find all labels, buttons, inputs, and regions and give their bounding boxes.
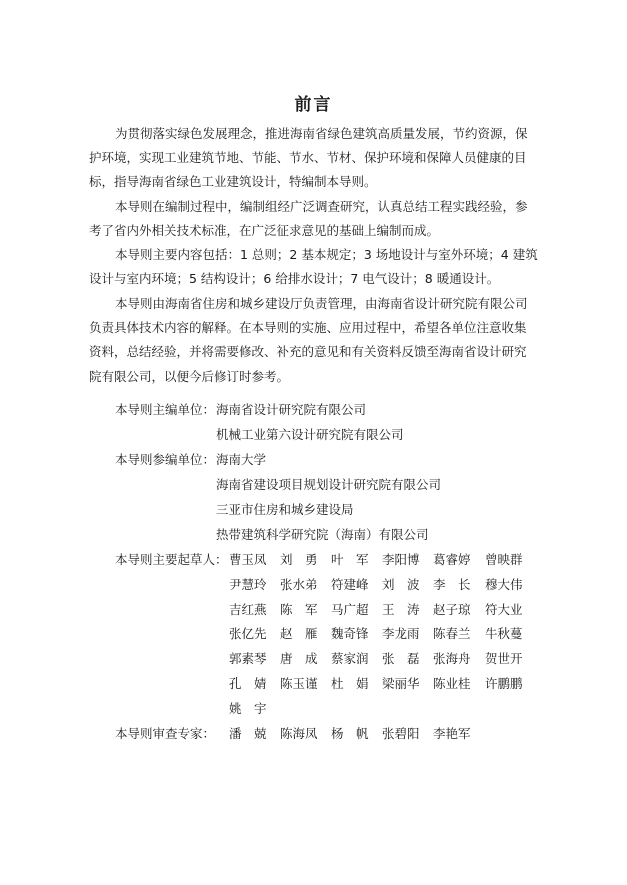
reviewer-name: 潘 兢 [229, 726, 267, 741]
paragraph-line: 院有限公司，以便今后修订时参考。 [89, 368, 290, 384]
drafter-name: 陈 军 [280, 601, 318, 617]
drafter-name: 杜 娟 [331, 676, 369, 691]
reviewers-label: 本导则审查专家： [115, 726, 216, 741]
drafter-name: 陈玉谨 [280, 676, 318, 691]
drafter-name: 马广超 [331, 601, 369, 617]
paragraph-process [89, 195, 533, 243]
drafter-name: 唐 成 [280, 651, 318, 667]
reviewer-name: 张碧阳 [382, 726, 420, 741]
paragraph-contents [89, 243, 538, 291]
participating-unit: 热带建筑科学研究院（海南）有限公司 [216, 527, 429, 542]
paragraph-line: 负责具体技术内容的解释。在本导则的实施、应用过程中，希望各单位注意收集 [89, 320, 527, 336]
drafter-name: 赵子琼 [433, 601, 471, 617]
drafter-name: 魏奇锋 [331, 626, 369, 642]
drafter-name: 符建峰 [331, 576, 369, 592]
drafter-name: 赵 雁 [280, 626, 318, 642]
paragraph-line: 设计与室内环境；5 结构设计；6 给排水设计；7 电气设计；8 暖通设计。 [89, 271, 500, 287]
drafter-name: 蔡家润 [331, 651, 369, 667]
drafter-name: 陈业桂 [433, 676, 471, 691]
drafter-name: 曾映群 [485, 552, 523, 567]
drafter-name: 叶 军 [331, 552, 369, 567]
participating-unit: 海南大学 [216, 452, 267, 467]
drafter-name: 曹玉凤 [229, 552, 267, 567]
paragraph-line: 考了省内外相关技术标准，在广泛征求意见的基础上编制而成。 [89, 223, 440, 239]
drafter-name: 李阳博 [382, 552, 420, 567]
paragraph-line: 资料，总结经验，并将需要修改、补充的意见和有关资料反馈至海南省设计研究 [89, 344, 527, 360]
drafter-name: 梁丽华 [382, 676, 420, 691]
drafter-name: 尹慧玲 [229, 576, 267, 592]
paragraph-line: 为贯彻落实绿色发展理念，推进海南省绿色建筑高质量发展，节约资源，保 [115, 126, 528, 141]
drafters-label: 本导则主要起草人： [115, 552, 228, 567]
reviewer-name: 李艳军 [433, 726, 471, 741]
drafter-name: 吉红燕 [229, 601, 267, 617]
drafter-name: 王 涛 [382, 601, 420, 617]
chief-unit: 机械工业第六设计研究院有限公司 [216, 427, 404, 442]
paragraph-line: 本导则主要内容包括：1 总则；2 基本规定；3 场地设计与室外环境；4 建筑 [115, 247, 538, 262]
drafter-name: 郭素琴 [229, 651, 267, 667]
paragraph-purpose [89, 122, 533, 195]
participating-unit: 海南省建设项目规划设计研究院有限公司 [216, 477, 442, 492]
chief-unit: 海南省设计研究院有限公司 [216, 402, 367, 417]
reviewer-name: 陈海凤 [280, 726, 318, 741]
drafter-name: 陈春兰 [433, 626, 471, 642]
paragraph-line: 护环境，实现工业建筑节地、节能、节水、节材、保护环境和保障人员健康的目 [89, 150, 527, 166]
page-title: 前言 [294, 95, 333, 115]
paragraph-line: 本导则由海南省住房和城乡建设厅负责管理，由海南省设计研究院有限公司 [115, 296, 528, 311]
drafter-name: 葛睿婷 [433, 552, 471, 567]
drafter-name: 许鹏鹏 [485, 676, 523, 691]
drafter-name: 刘 勇 [280, 552, 318, 567]
participating-units-label: 本导则参编单位： [115, 452, 216, 467]
drafter-name: 张海舟 [433, 651, 471, 667]
drafter-name: 符大业 [485, 601, 523, 617]
chief-units-label: 本导则主编单位： [115, 402, 216, 417]
drafter-name: 李龙雨 [382, 626, 420, 642]
drafter-name: 张水弟 [280, 576, 318, 592]
participating-unit: 三亚市住房和城乡建设局 [216, 502, 354, 517]
drafter-name: 孔 婧 [229, 676, 267, 691]
drafter-name: 李 长 [433, 576, 471, 592]
drafter-name: 姚 宇 [229, 700, 267, 716]
drafter-name: 张亿先 [229, 626, 267, 642]
paragraph-line: 标，指导海南省绿色工业建筑设计，特编制本导则。 [89, 174, 377, 190]
reviewer-name: 杨 帆 [331, 726, 369, 741]
drafter-name: 刘 波 [382, 576, 420, 592]
drafter-name: 贺世开 [485, 651, 523, 667]
drafter-name: 牛秋蔓 [485, 626, 523, 642]
drafter-name: 穆大伟 [485, 576, 523, 592]
drafter-name: 张 磊 [382, 651, 420, 667]
paragraph-management [89, 292, 533, 389]
paragraph-line: 本导则在编制过程中，编制组经广泛调查研究，认真总结工程实践经验，参 [115, 199, 528, 214]
